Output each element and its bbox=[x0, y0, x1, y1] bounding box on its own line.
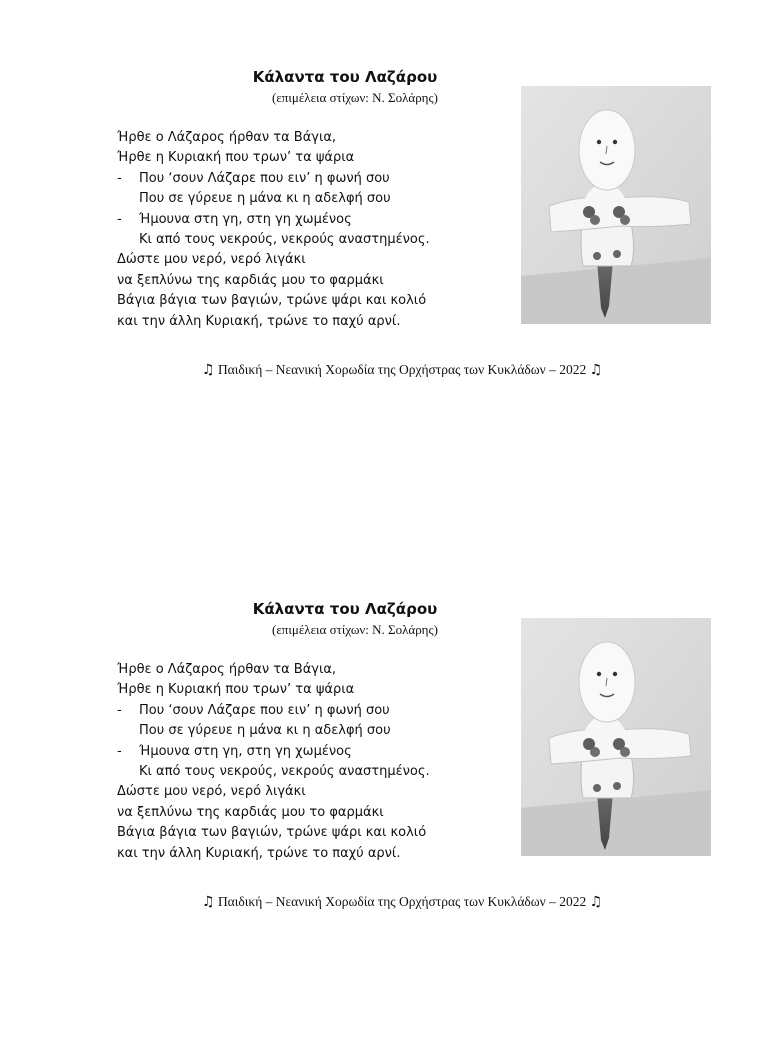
footer-text: Παιδική – Νεανική Χορωδία της Ορχήστρας των Κυκλάδων – 2022 bbox=[217, 362, 587, 377]
verse-dash: - bbox=[117, 702, 122, 718]
verse-line: Που σε γύρευε η μάνα κι η αδελφή σου bbox=[139, 191, 391, 207]
music-note-icon: ♫ bbox=[202, 894, 215, 910]
page-title: Κάλαντα του Λαζάρου bbox=[252, 68, 438, 86]
verse-line: Ήρθε ο Λάζαρος ήρθαν τα Βάγια, bbox=[117, 130, 337, 145]
verse-dash: - bbox=[117, 743, 122, 759]
verse-dash: - bbox=[117, 211, 122, 227]
music-note-icon: ♫ bbox=[589, 362, 603, 378]
verse-line: - Ήμουνα στη γη, στη γη χωμένος bbox=[117, 742, 430, 762]
verse-line: Βάγια βάγια των βαγιών, τρώνε ψάρι και κολιό bbox=[117, 825, 427, 841]
verse-line: Δώστε μου νερό, νερό λιγάκι bbox=[117, 784, 306, 800]
footer-credit bbox=[202, 362, 602, 378]
lyrics-card-1 bbox=[0, 0, 768, 512]
verse-line: Που σε γύρευε η μάνα κι η αδελφή σου bbox=[139, 723, 391, 739]
lazarus-doll-photo bbox=[521, 86, 711, 324]
footer-credit bbox=[202, 894, 602, 910]
page-subtitle: (επιμέλεια στίχων: Ν. Σολάρης) bbox=[272, 90, 438, 105]
verse-dash: - bbox=[117, 170, 122, 186]
lyrics-card-2 bbox=[0, 532, 768, 1044]
verse-line: Ήρθε η Κυριακή που τρων’ τα ψάρια bbox=[117, 682, 355, 698]
verse-list bbox=[117, 128, 430, 332]
verse-line: να ξεπλύνω της καρδιάς μου το φαρμάκι bbox=[117, 272, 384, 288]
verse-line: Βάγια βάγια των βαγιών, τρώνε ψάρι και κολιό bbox=[117, 293, 427, 309]
verse-line: να ξεπλύνω της καρδιάς μου το φαρμάκι bbox=[117, 804, 384, 820]
verse-line: Κι από τους νεκρούς, νεκρούς αναστημένος. bbox=[139, 763, 430, 779]
verse-line: Κι από τους νεκρούς, νεκρούς αναστημένος. bbox=[139, 231, 430, 247]
verse-line: - Που ‘σουν Λάζαρε που ειν’ η φωνή σου bbox=[117, 169, 430, 189]
verse-line: και την άλλη Κυριακή, τρώνε το παχύ αρνί. bbox=[117, 313, 401, 329]
page-subtitle: (επιμέλεια στίχων: Ν. Σολάρης) bbox=[272, 622, 438, 637]
music-note-icon: ♫ bbox=[589, 894, 603, 910]
music-note-icon: ♫ bbox=[202, 362, 215, 378]
verse-line: Ήρθε ο Λάζαρος ήρθαν τα Βάγια, bbox=[117, 662, 337, 677]
verse-line: Δώστε μου νερό, νερό λιγάκι bbox=[117, 252, 306, 268]
verse-line: - Που ‘σουν Λάζαρε που ειν’ η φωνή σου bbox=[117, 701, 430, 721]
verse-list bbox=[117, 660, 430, 864]
verse-line: Ήρθε η Κυριακή που τρων’ τα ψάρια bbox=[117, 150, 355, 166]
footer-text: Παιδική – Νεανική Χορωδία της Ορχήστρας των Κυκλάδων – 2022 bbox=[217, 894, 587, 909]
lazarus-doll-photo bbox=[521, 618, 711, 856]
page-title: Κάλαντα του Λαζάρου bbox=[252, 600, 438, 618]
verse-line: - Ήμουνα στη γη, στη γη χωμένος bbox=[117, 210, 430, 230]
verse-line: και την άλλη Κυριακή, τρώνε το παχύ αρνί. bbox=[117, 845, 401, 861]
